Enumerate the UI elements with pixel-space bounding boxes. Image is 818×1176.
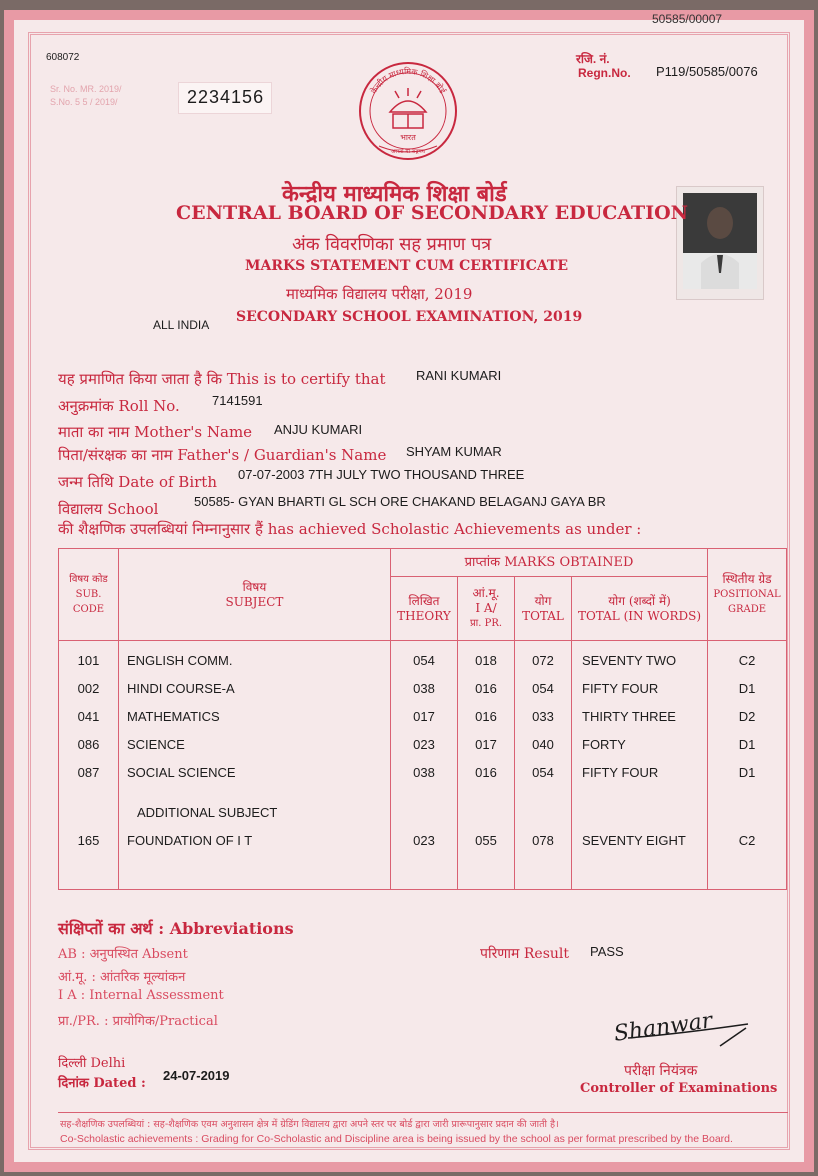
school-name: 50585- GYAN BHARTI GL SCH ORE CHAKAND BELAGANJ GAYA BR [194,494,606,509]
signature-text: Shanwar [612,1008,714,1047]
marks-obtained-header: प्राप्तांक MARKS OBTAINED [391,549,708,577]
row-subject: HINDI COURSE-A [127,681,235,696]
achievements-label: की शैक्षणिक उपलब्धियां निम्नानुसार हैं has achieved Scholastic Achievements as under : [58,520,642,538]
row-total: 054 [532,765,554,780]
row-total: 033 [532,709,554,724]
dob-label: जन्म तिथि Date of Birth [58,473,217,491]
row-code: 041 [77,709,100,724]
abbreviation-item: आं.मू. : आंतरिक मूल्यांकन [58,970,186,985]
total-header: TOTAL [522,608,564,623]
row-grade: D1 [738,737,756,752]
row-words: FORTY [582,737,626,752]
row-code: 101 [77,653,100,668]
total-header-hindi: योग [534,593,552,608]
father-name: SHYAM KUMAR [406,444,502,459]
row-theory: 038 [413,681,435,696]
col-header-subject [119,549,391,641]
row-total: 072 [532,653,554,668]
logo-motto: असतो मा सद्गमय [391,149,425,155]
grade-column [708,641,787,890]
row-theory: 038 [413,765,435,780]
row-words: FIFTY FOUR [582,681,659,696]
row-subject: FOUNDATION OF I T [127,833,253,848]
document-title: MARKS STATEMENT CUM CERTIFICATE [245,258,569,274]
result-label: परिणाम Result [480,946,570,962]
row-ia: 018 [475,653,497,668]
controller-signature [608,1004,758,1054]
place: दिल्ली Delhi [58,1056,126,1071]
faint-serial-line-1: Sr. No. MR. 2019/ [50,84,122,94]
father-label: पिता/संरक्षक का नाम Father's / Guardian's Name [58,446,387,464]
school-label: विद्यालय School [58,500,159,518]
total-column [515,641,572,890]
abbreviation-item: प्रा./PR. : प्रायोगिक/Practical [58,1014,218,1029]
row-ia: 016 [475,765,497,780]
document-title-hindi: अंक विवरणिका सह प्रमाण पत्र [292,234,492,255]
serial-number-box [178,82,272,114]
grade-header-hindi: स्थितीय ग्रेड [722,572,772,586]
row-subject: MATHEMATICS [127,709,220,724]
board-name-hindi: केन्द्रीय माध्यमिक शिक्षा बोर्ड [282,182,507,207]
col-header-words [572,577,708,641]
abbreviations-title: संक्षिप्तों का अर्थ : Abbreviations [58,919,294,938]
col-header-theory [391,577,458,641]
student-photo-image [683,193,757,289]
row-ia: 016 [475,709,497,724]
row-words: SEVENTY TWO [582,653,677,668]
row-grade: D2 [738,709,756,724]
col-header-ia [458,577,515,641]
serial-number: 2234156 [187,87,265,107]
regn-label-hindi: रजि. नं. [576,52,610,66]
row-subject: SOCIAL SCIENCE [127,765,236,780]
certify-label: यह प्रमाणित किया जाता है कि This is to certify that [58,370,386,388]
theory-column [391,641,458,890]
row-theory: 054 [413,653,435,668]
row-code: 086 [77,737,100,752]
words-header-hindi: योग (शब्दों में) [608,593,671,608]
ia-header-hindi: आं.मू. [472,586,500,600]
row-code: 087 [77,765,100,780]
row-ia: 016 [475,681,497,696]
controller-title: Controller of Examinations [580,1081,778,1096]
exam-name: SECONDARY SCHOOL EXAMINATION, 2019 [236,309,583,325]
row-ia: 055 [475,833,497,848]
additional-subject-label: ADDITIONAL SUBJECT [137,805,278,820]
code-column [59,641,119,890]
roll-number: 7141591 [212,393,263,408]
row-words: SEVENTY EIGHT [582,833,686,848]
region: ALL INDIA [153,318,210,332]
regn-number: P119/50585/0076 [656,64,758,79]
issue-date: 24-07-2019 [163,1068,230,1083]
subject-header-hindi: विषय [242,579,267,594]
row-total: 078 [532,833,554,848]
subject-column [119,641,391,890]
logo-top-text: केन्द्रीय माध्यमिक शिक्षा बोर्ड [369,66,448,96]
regn-label: Regn.No. [578,66,631,80]
candidate-name: RANI KUMARI [416,368,502,383]
row-ia: 017 [475,737,497,752]
footer-divider [58,1112,788,1113]
abbreviation-item: AB : अनुपस्थित Absent [58,947,188,962]
mother-name: ANJU KUMARI [274,422,363,437]
theory-header: THEORY [397,608,451,623]
controller-title-hindi: परीक्षा नियंत्रक [624,1063,698,1079]
result-value: PASS [590,944,624,959]
row-grade: C2 [738,833,756,848]
exam-name-hindi: माध्यमिक विद्यालय परीक्षा, 2019 [286,285,473,303]
col-header-code [59,549,119,641]
footnote: Co-Scholastic achievements : Grading for Co-Scholastic and Discipline area is being issued by the school as per format prescribed by the Board. [60,1133,733,1145]
row-code: 165 [77,833,100,848]
row-words: FIFTY FOUR [582,765,659,780]
top-right-serial: 50585/00007 [652,12,723,26]
faint-serial-line-2: S.No. 5 5 / 2019/ [50,97,118,107]
student-photo [676,186,764,300]
theory-header-hindi: लिखित [408,593,440,608]
row-subject: SCIENCE [127,737,185,752]
row-total: 040 [532,737,554,752]
subject-header: SUBJECT [225,594,284,609]
roll-label: अनुक्रमांक Roll No. [58,397,180,415]
words-column [572,641,708,890]
col-header-grade [708,549,787,641]
row-grade: D1 [738,765,756,780]
board-name: CENTRAL BOARD OF SECONDARY EDUCATION [176,202,688,224]
top-left-serial: 608072 [46,52,80,63]
dated-label: दिनांक Dated : [58,1076,146,1091]
grade-header: POSITIONAL GRADE [713,589,781,615]
ia-column [458,641,515,890]
mother-label: माता का नाम Mother's Name [58,423,253,441]
cbse-logo [357,60,459,162]
words-header: TOTAL (IN WORDS) [577,608,702,623]
row-subject: ENGLISH COMM. [127,653,233,668]
footnote-hindi: सह-शैक्षणिक उपलब्धियां : सह-शैक्षणिक एवम अनुशासन क्षेत्र में ग्रेडिंग विद्यालय द्वारा अपने स्तर पर बोर्ड द्वारा जारी प्रारूपानुसार प्रदान की जाती है। [60,1119,559,1130]
logo-center-text: भारत [400,133,416,142]
code-header-hindi: विषय कोड [69,574,108,585]
marks-table [58,548,787,890]
row-theory: 023 [413,833,435,848]
col-header-total [515,577,572,641]
row-grade: C2 [738,653,756,668]
abbreviation-item: I A : Internal Assessment [58,988,224,1003]
row-theory: 017 [413,709,435,724]
row-grade: D1 [738,681,756,696]
row-code: 002 [77,681,100,696]
row-total: 054 [532,681,554,696]
date-of-birth: 07-07-2003 7TH JULY TWO THOUSAND THREE [238,467,525,482]
code-header: SUB. CODE [72,589,105,615]
row-words: THIRTY THREE [582,709,676,724]
row-theory: 023 [413,737,435,752]
pr-header: प्रा. PR. [469,618,503,629]
ia-header: I A/ [475,601,497,615]
